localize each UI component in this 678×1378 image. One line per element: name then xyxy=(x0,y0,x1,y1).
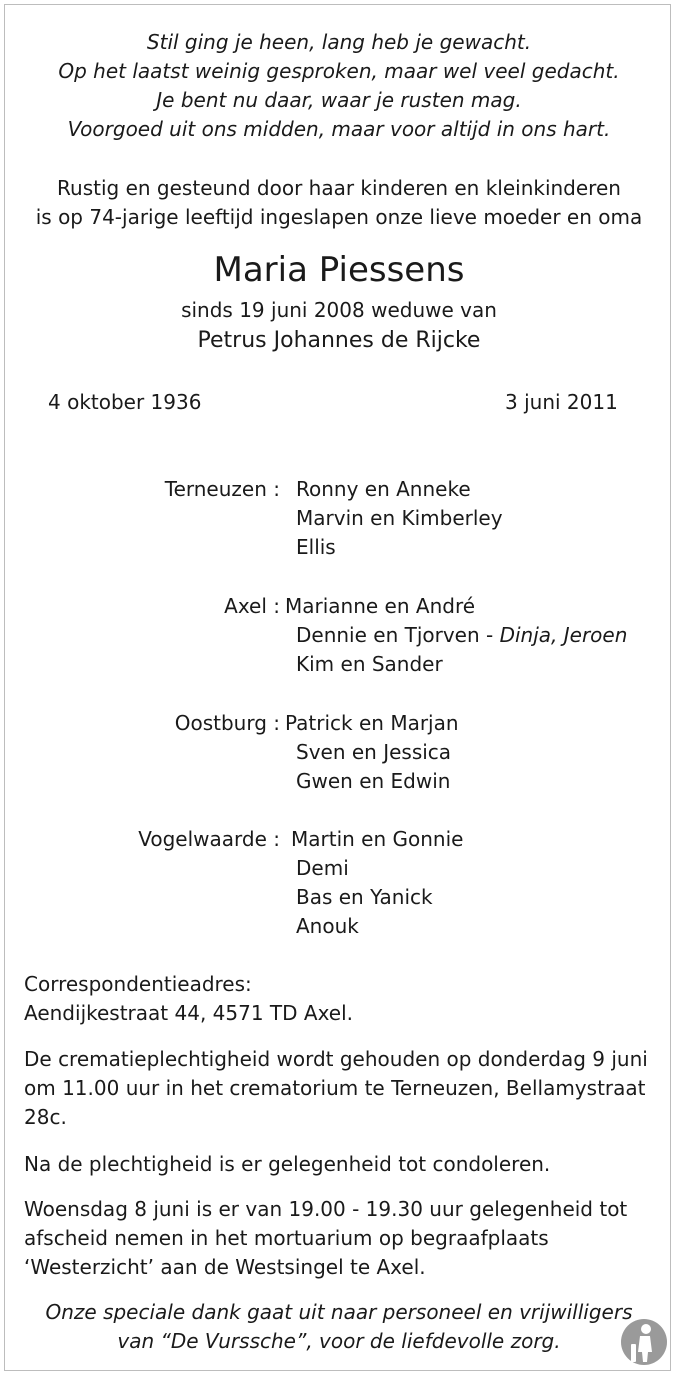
widow-line: sinds 19 juni 2008 weduwe van xyxy=(181,298,497,322)
deceased-name: Maria Piessens xyxy=(213,250,465,290)
condolence-paragraph: Na de plechtigheid is er gelegenheid tot condoleren. xyxy=(24,1152,551,1176)
poem-line: Op het laatst weinig gesproken, maar wel veel gedacht. xyxy=(58,59,620,83)
place-axel: Axel : xyxy=(224,594,280,618)
family-line: Anouk xyxy=(296,914,359,938)
place-oostburg: Oostburg : xyxy=(174,711,280,735)
family-line: Kim en Sander xyxy=(296,652,443,676)
closing-thanks xyxy=(0,1298,678,1356)
family-line: Patrick en Marjan xyxy=(285,711,459,735)
family-line: Gwen en Edwin xyxy=(296,769,451,793)
family-line: Demi xyxy=(296,856,349,880)
closing-line: Onze speciale dank gaat uit naar personeel en vrijwilligers xyxy=(45,1300,633,1324)
family-names: Dennie en Tjorven - xyxy=(296,623,500,647)
closing-line: van “De Vurssche”, voor de liefdevolle zorg. xyxy=(117,1329,561,1353)
correspondence-address: Aendijkestraat 44, 4571 TD Axel. xyxy=(24,1001,354,1025)
birth-date: 4 oktober 1936 xyxy=(48,390,202,414)
correspondence-label: Correspondentieadres: xyxy=(24,972,252,996)
family-line: Sven en Jessica xyxy=(296,740,452,764)
place-terneuzen: Terneuzen : xyxy=(164,477,280,501)
family-line: Marvin en Kimberley xyxy=(296,506,503,530)
memorial-figure-icon xyxy=(620,1318,668,1366)
family-line xyxy=(296,621,627,650)
ceremony-paragraph: De crematieplechtigheid wordt gehouden op donderdag 9 juni om 11.00 uur in het crematorium te Terneuzen, Bellamystraat 28c. xyxy=(24,1047,648,1129)
place-vogelwaarde: Vogelwaarde : xyxy=(138,827,280,851)
spouse-name: Petrus Johannes de Rijcke xyxy=(197,328,481,353)
family-line: Martin en Gonnie xyxy=(291,827,464,851)
poem-line: Voorgoed uit ons midden, maar voor altijd in ons hart. xyxy=(67,117,611,141)
family-line: Ellis xyxy=(296,535,336,559)
farewell-paragraph: Woensdag 8 juni is er van 19.00 - 19.30 uur gelegenheid tot afscheid nemen in het mortuarium op begraafplaats ‘Westerzicht’ aan de Westsingel te Axel. xyxy=(24,1197,628,1279)
intro-line: is op 74-jarige leeftijd ingeslapen onze lieve moeder en oma xyxy=(35,205,643,229)
family-names-italic: Dinja, Jeroen xyxy=(499,623,628,647)
correspondence-block xyxy=(24,970,664,1028)
intro-text xyxy=(0,174,678,232)
family-line: Marianne en André xyxy=(285,594,476,618)
poem-line: Je bent nu daar, waar je rusten mag. xyxy=(156,88,522,112)
poem-line: Stil ging je heen, lang heb je gewacht. xyxy=(146,30,532,54)
family-line: Ronny en Anneke xyxy=(296,477,471,501)
death-date: 3 juni 2011 xyxy=(505,390,618,414)
poem xyxy=(0,28,678,144)
family-line: Bas en Yanick xyxy=(296,885,433,909)
intro-line: Rustig en gesteund door haar kinderen en kleinkinderen xyxy=(57,176,621,200)
